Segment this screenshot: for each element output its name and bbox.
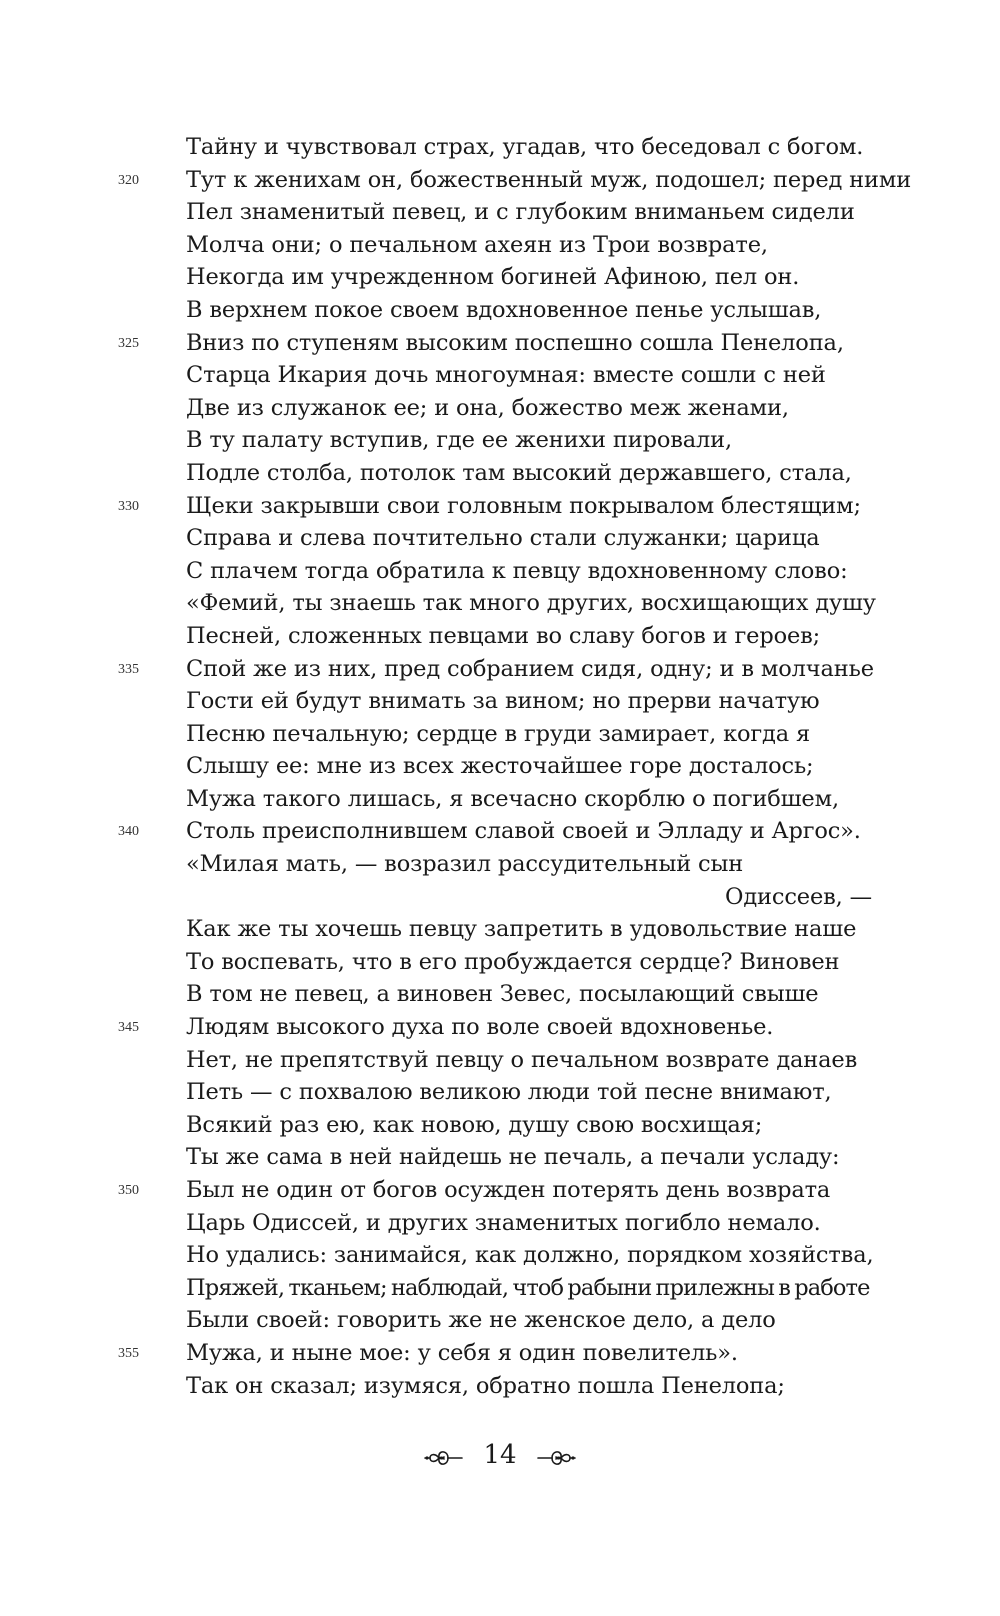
verse-line: [0, 392, 1000, 425]
verse-line: [0, 946, 1000, 979]
verse-line: [0, 653, 1000, 686]
verse-line: [0, 164, 1000, 197]
verse-line: [0, 294, 1000, 327]
verse-line: [0, 327, 1000, 360]
verse-text: «Фемий, ты знаешь так много других, восхищающих душу: [186, 590, 876, 617]
verse-line: [0, 1076, 1000, 1109]
verse-line: [0, 913, 1000, 946]
verse-line: [0, 750, 1000, 783]
verse-line: [0, 848, 1000, 881]
verse-text: Две из служанок ее; и она, божество меж женами,: [186, 394, 789, 421]
verse-line: [0, 815, 1000, 848]
line-number: 330: [118, 498, 139, 514]
verse-line: [0, 131, 1000, 164]
verse-line: [0, 1109, 1000, 1142]
verse-text-continuation: Одиссеев, —: [725, 883, 872, 910]
verse-line: [0, 1011, 1000, 1044]
verse-line-continuation: [0, 881, 1000, 914]
verse-block: [0, 131, 1000, 1402]
line-number: 340: [118, 824, 139, 840]
page-footer: [0, 1434, 1000, 1474]
verse-text: Тайну и чувствовал страх, угадав, что беседовал с богом.: [186, 134, 864, 160]
verse-text: Всякий раз ею, как новою, душу свою восхищая;: [186, 1111, 763, 1138]
verse-text: Пряжей, тканьем; наблюдай, чтоб рабыни прилежны в работе: [186, 1274, 870, 1301]
verse-line: [0, 1141, 1000, 1174]
verse-text: Песней, сложенных певцами во славу богов и героев;: [186, 622, 821, 649]
verse-line: [0, 685, 1000, 718]
verse-line: [0, 196, 1000, 229]
verse-text: Так он сказал; изумяся, обратно пошла Пенелопа;: [186, 1372, 785, 1399]
verse-text: «Милая мать, — возразил рассудительный сын: [186, 851, 744, 878]
verse-text: Спой же из них, пред собранием сидя, одну; и в молчанье: [186, 655, 874, 682]
verse-text: Справа и слева почтительно стали служанки; царица: [186, 525, 820, 552]
line-number: 325: [118, 335, 139, 351]
verse-line: [0, 1174, 1000, 1207]
verse-text: Людям высокого духа по воле своей вдохновенье.: [186, 1014, 774, 1041]
line-number: 345: [118, 1020, 139, 1036]
verse-line: [0, 1207, 1000, 1240]
verse-line: [0, 978, 1000, 1011]
verse-line: [0, 1337, 1000, 1370]
verse-line: [0, 1370, 1000, 1403]
verse-line: [0, 783, 1000, 816]
verse-line: [0, 229, 1000, 262]
verse-line: [0, 587, 1000, 620]
verse-text: Ты же сама в ней найдешь не печаль, а печали усладу:: [186, 1144, 840, 1171]
verse-line: [0, 1304, 1000, 1337]
fleuron-left-icon: [424, 1444, 464, 1466]
verse-text: Вниз по ступеням высоким поспешно сошла Пенелопа,: [186, 329, 844, 356]
verse-text: Был не один от богов осужден потерять день возврата: [186, 1177, 831, 1203]
verse-text: Царь Одиссей, и других знаменитых погибло немало.: [186, 1209, 821, 1236]
verse-text: В верхнем покое своем вдохновенное пенье услышав,: [186, 296, 822, 323]
line-number: 355: [118, 1345, 139, 1361]
line-number: 320: [118, 172, 139, 188]
verse-line: [0, 1239, 1000, 1272]
verse-text: В том не певец, а виновен Зевес, посылающий свыше: [186, 981, 819, 1008]
verse-line: [0, 490, 1000, 523]
verse-text: Некогда им учрежденном богиней Афиною, пел он.: [186, 264, 800, 291]
verse-line: [0, 261, 1000, 294]
verse-text: Молча они; о печальном ахеян из Трои возврате,: [186, 231, 768, 258]
fleuron-right-icon: [536, 1444, 576, 1466]
verse-text: То воспевать, что в его пробуждается сердце? Виновен: [186, 948, 840, 975]
page-number: 14: [483, 1439, 517, 1470]
verse-line: [0, 1272, 1000, 1305]
verse-text: Подле столба, потолок там высокий державшего, стала,: [186, 459, 852, 486]
verse-text: Слышу ее: мне из всех жесточайшее горе досталось;: [186, 753, 814, 780]
verse-text: Были своей: говорить же не женское дело, а дело: [186, 1307, 776, 1334]
line-number: 350: [118, 1183, 139, 1198]
verse-line: [0, 718, 1000, 751]
line-number: 335: [118, 661, 139, 677]
verse-line: [0, 1044, 1000, 1077]
verse-line: [0, 457, 1000, 490]
verse-text: Как же ты хочешь певцу запретить в удовольствие наше: [186, 916, 857, 943]
verse-text: Старца Икария дочь многоумная: вместе сошли с ней: [186, 362, 826, 389]
verse-text: Щеки закрывши свои головным покрывалом блестящим;: [186, 492, 861, 519]
verse-line: [0, 555, 1000, 588]
verse-text: Мужа такого лишась, я всечасно скорблю о погибшем,: [186, 785, 839, 812]
verse-text: В ту палату вступив, где ее женихи пировали,: [186, 427, 733, 454]
verse-line: [0, 620, 1000, 653]
verse-text: Мужа, и ныне мое: у себя я один повелитель».: [186, 1339, 738, 1366]
verse-text: Но удались: занимайся, как должно, порядком хозяйства,: [186, 1242, 874, 1269]
verse-text: Пел знаменитый певец, и с глубоким вниманьем сидели: [186, 199, 855, 226]
verse-text: С плачем тогда обратила к певцу вдохновенному слово:: [186, 557, 848, 584]
verse-text: Тут к женихам он, божественный муж, подошел; перед ними: [186, 166, 912, 193]
verse-text: Петь — с похвалою великою люди той песне внимают,: [186, 1079, 832, 1106]
verse-line: [0, 359, 1000, 392]
verse-line: [0, 424, 1000, 457]
verse-line: [0, 522, 1000, 555]
verse-text: Столь преисполнившем славой своей и Элладу и Аргос».: [186, 818, 861, 845]
verse-text: Песню печальную; сердце в груди замирает, когда я: [186, 720, 811, 747]
verse-text: Гости ей будут внимать за вином; но прерви начатую: [186, 688, 820, 715]
verse-text: Нет, не препятствуй певцу о печальном возврате данаев: [186, 1046, 858, 1073]
